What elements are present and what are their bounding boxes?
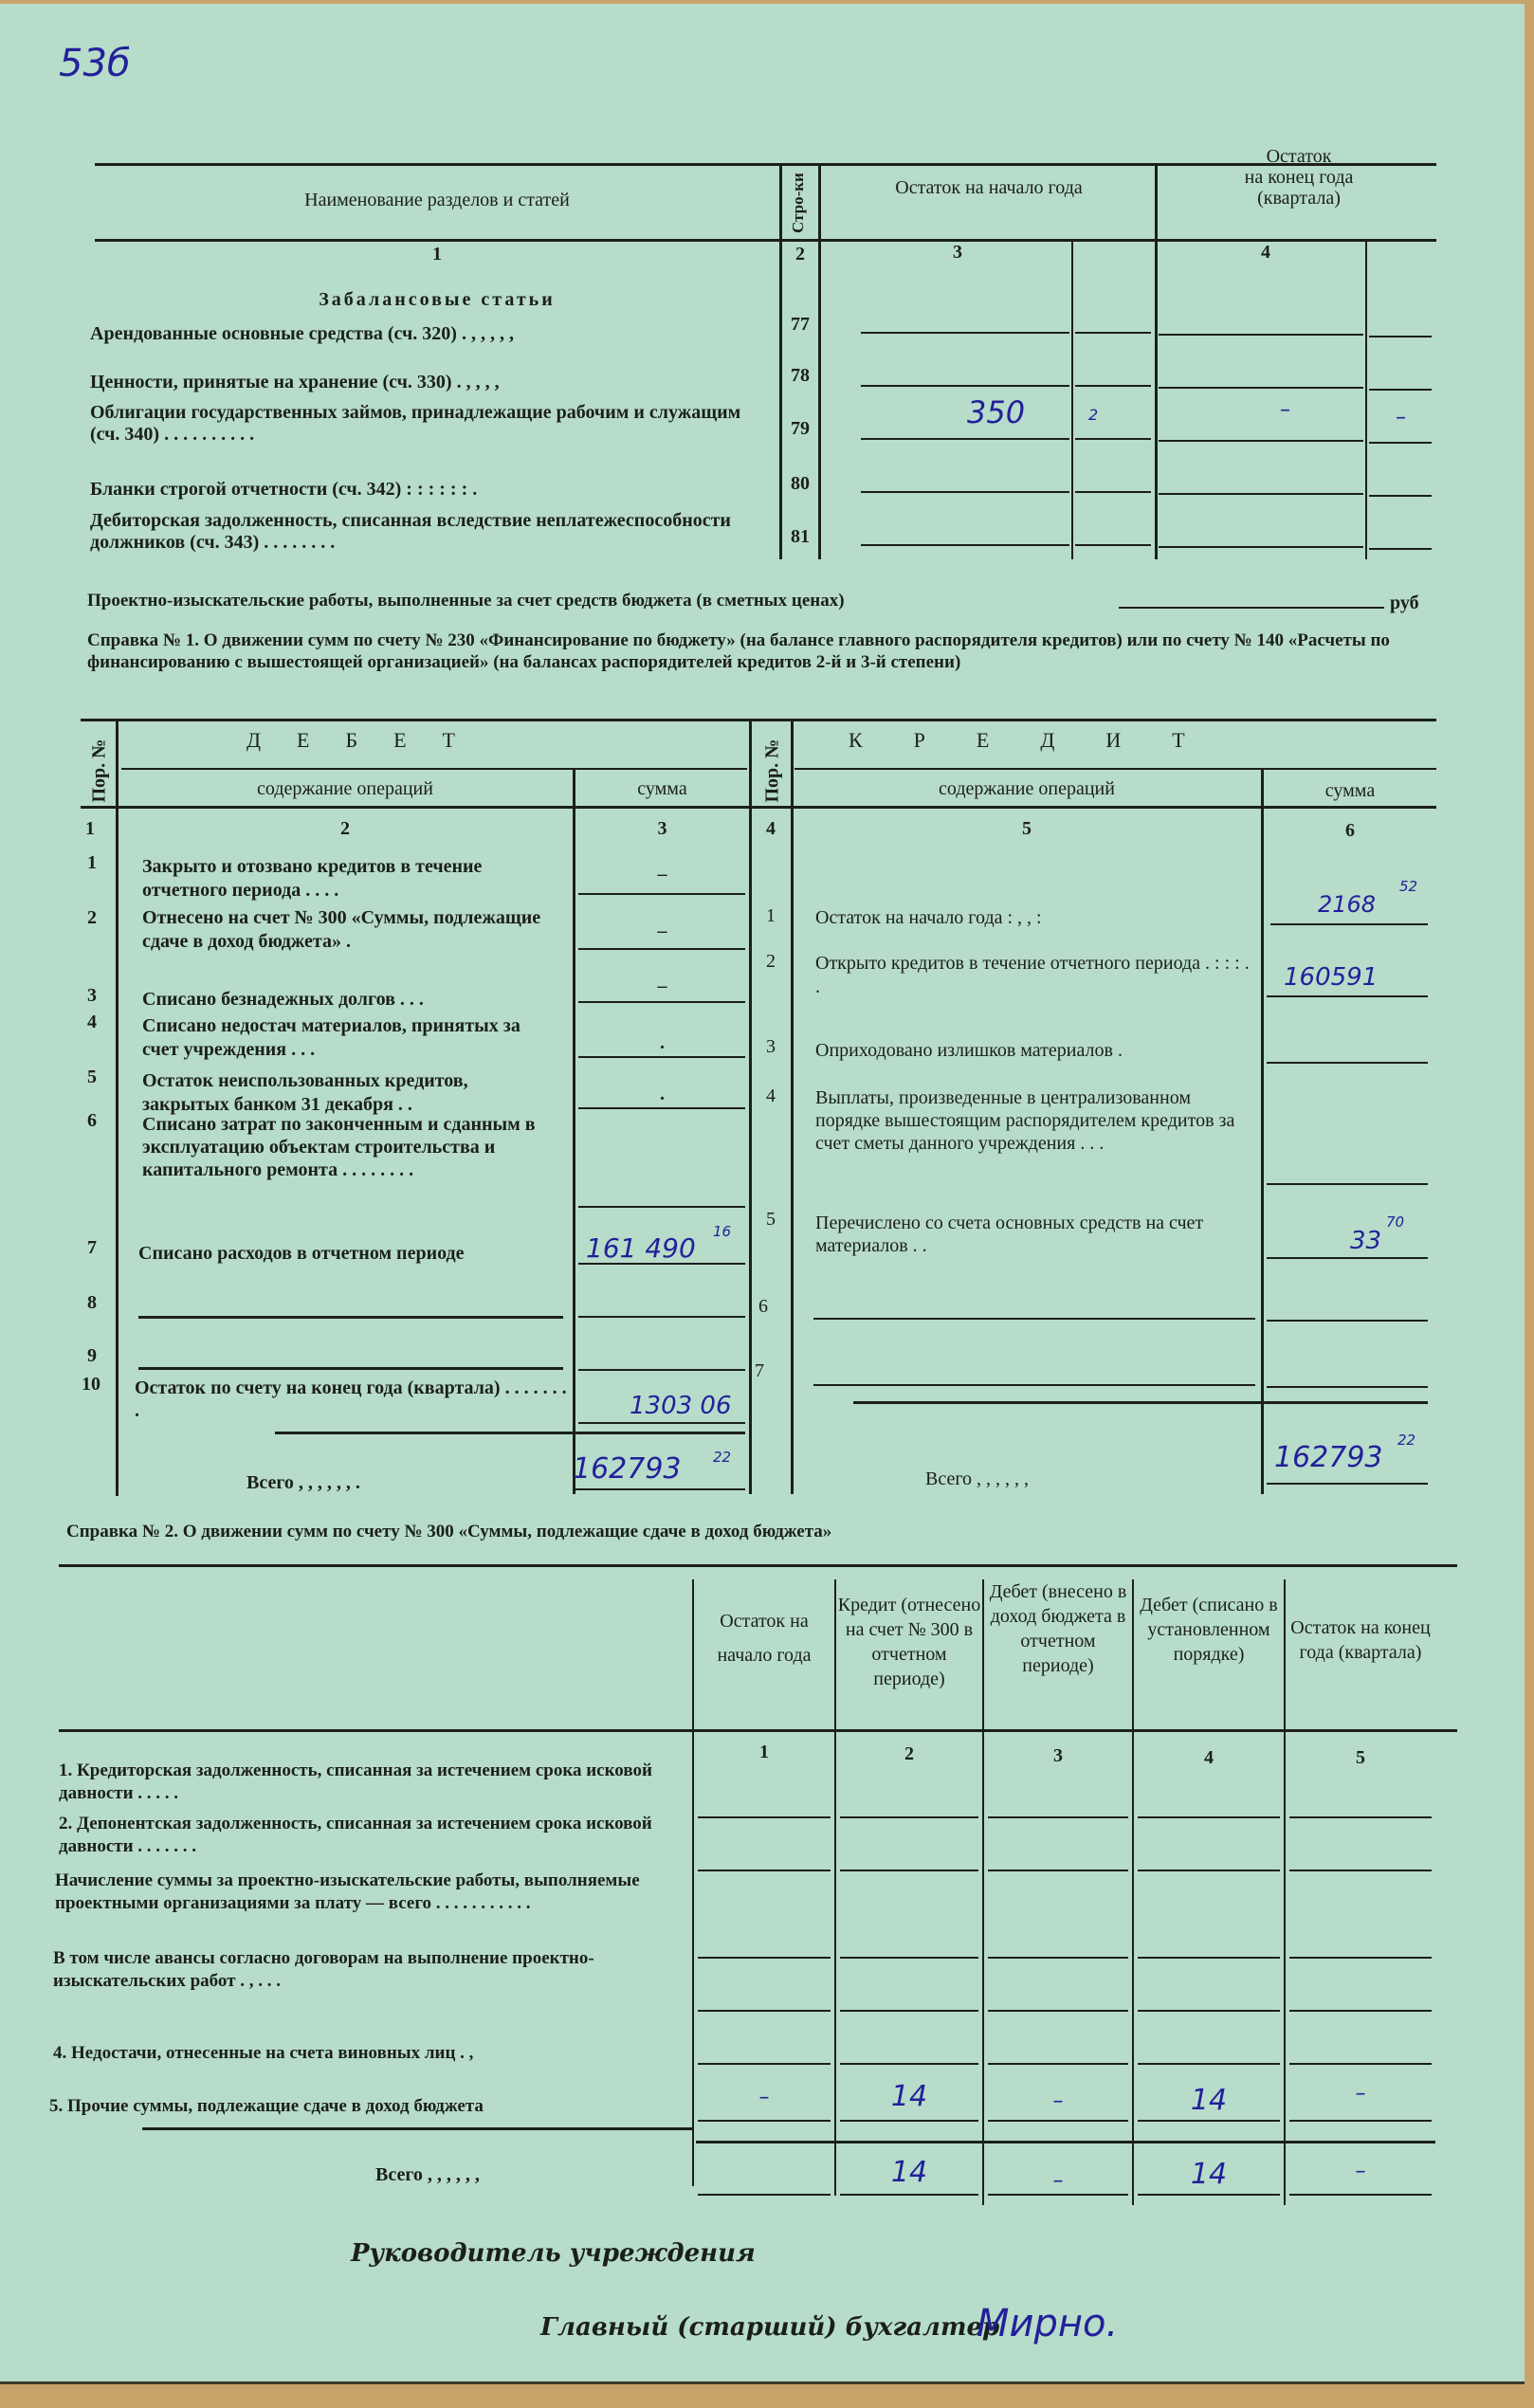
debit-content-label: содержание операций bbox=[257, 778, 433, 799]
offbalance-header-end bbox=[1161, 146, 1436, 209]
spravka2-cell-line bbox=[698, 2120, 831, 2122]
offbalance-row-name: Ценности, принятые на хранение (сч. 330) . , , , , bbox=[90, 372, 500, 392]
row-number: 4 bbox=[87, 1012, 97, 1032]
row-text: Остаток по счету на конец года (квартала) . . . . . . . . bbox=[135, 1377, 567, 1421]
offbalance-row-name: Бланки строгой отчетности (сч. 342) : : : : : : . bbox=[90, 479, 478, 500]
row-sum: – bbox=[657, 976, 667, 996]
spravka2-cell-line bbox=[988, 1870, 1128, 1871]
spravka2-cell-line bbox=[840, 1816, 978, 1818]
row-sum: 33 bbox=[1350, 1227, 1382, 1255]
spravka2-row-text: В том числе авансы согласно договорам на выполнение проектно-изыскательских работ . , . . . bbox=[53, 1948, 594, 1991]
spravka2-cell: – bbox=[1052, 2089, 1064, 2113]
row-number: 2 bbox=[87, 907, 97, 928]
spravka2-cell: – bbox=[1355, 2082, 1366, 2106]
row-number: 9 bbox=[87, 1345, 97, 1366]
col-number: 2 bbox=[795, 244, 805, 265]
row-sum: . bbox=[660, 1084, 665, 1104]
accountant-signature-label: Главный (старший) бухгалтер bbox=[540, 2313, 1000, 2342]
spravka2-cell-line bbox=[1289, 2120, 1432, 2122]
spravka2-cell-line bbox=[1138, 2194, 1280, 2196]
spravka2-cell-line bbox=[988, 1957, 1128, 1959]
spravka2-total-cell: 14 bbox=[890, 2156, 928, 2189]
spravka2-cell-line bbox=[1289, 2063, 1432, 2065]
debit-sum-label: сумма bbox=[637, 778, 687, 799]
row-number: 4 bbox=[766, 1085, 776, 1106]
offbalance-row-line: 77 bbox=[791, 314, 810, 335]
row-number: 7 bbox=[87, 1237, 97, 1258]
row-number: 1 bbox=[766, 905, 776, 926]
row-number: 1 bbox=[87, 852, 97, 873]
row-text: Перечислено со счета основных средств на счет материалов . . bbox=[815, 1213, 1204, 1256]
row-number: 3 bbox=[766, 1036, 776, 1057]
col-number: 2 bbox=[340, 818, 350, 839]
spravka2-cell-line bbox=[698, 2194, 831, 2196]
offbalance-start-kop: 2 bbox=[1088, 406, 1099, 424]
spravka2-cell-line bbox=[988, 2010, 1128, 2012]
row-text: Оприходовано излишков материалов . bbox=[815, 1040, 1123, 1061]
offbalance-header-end-line3: (квартала) bbox=[1257, 188, 1341, 209]
col-number: 1 bbox=[432, 244, 442, 265]
debit-total-kop: 22 bbox=[713, 1449, 732, 1466]
spravka2-cell-line bbox=[988, 1816, 1128, 1818]
spravka2-cell-line bbox=[988, 2063, 1128, 2065]
spravka2-col-header: Кредит (отнесено на счет № 300 в отчетном периоде) bbox=[837, 1595, 981, 1689]
spravka2-cell-line bbox=[698, 1816, 831, 1818]
offbalance-row-name: Дебиторская задолженность, списанная вследствие неплатежеспособности должников (сч. 343) . . . . . . . . bbox=[90, 510, 731, 553]
spravka2-cell-line bbox=[698, 1957, 831, 1959]
row-number: 2 bbox=[766, 951, 776, 972]
credit-total-label: Всего , , , , , , bbox=[925, 1469, 1030, 1489]
offbalance-row-line: 80 bbox=[791, 473, 810, 494]
spravka2-cell-line bbox=[840, 1957, 978, 1959]
offbalance-row-line: 78 bbox=[791, 365, 810, 386]
row-sum: . bbox=[660, 1032, 665, 1053]
row-sum: 2168 bbox=[1318, 891, 1377, 918]
row-sum: 1303 06 bbox=[630, 1392, 732, 1420]
row-number: 8 bbox=[87, 1292, 97, 1313]
offbalance-row-line: 81 bbox=[791, 526, 810, 547]
handwritten-page-number: 53б bbox=[59, 42, 131, 85]
offbalance-section-title: Забалансовые статьи bbox=[319, 289, 556, 310]
credit-total-kop: 22 bbox=[1397, 1432, 1416, 1449]
row-sum: – bbox=[657, 864, 667, 885]
spravka2-total-cell: – bbox=[1052, 2169, 1064, 2193]
spravka2-row-text: 1. Кредиторская задолженность, списанная за истечением срока исковой давности . . . . . bbox=[59, 1760, 652, 1803]
spravka2-cell: 14 bbox=[890, 2080, 928, 2113]
design-works-text: Проектно-изыскательские работы, выполненные за счет средств бюджета (в сметных ценах) bbox=[87, 591, 845, 611]
credit-heading: КРЕДИТ bbox=[849, 728, 1236, 752]
col-number: 3 bbox=[953, 242, 962, 263]
row-number: 6 bbox=[87, 1110, 97, 1131]
spravka2-cell-line bbox=[698, 1870, 831, 1871]
spravka2-title: Справка № 2. О движении сумм по счету № 300 «Суммы, подлежащие сдаче в доход бюджета» bbox=[66, 1522, 832, 1541]
spravka2-cell-line bbox=[840, 2120, 978, 2122]
debit-por-label: Пор. № bbox=[88, 739, 110, 803]
row-text: Отнесено на счет № 300 «Суммы, подлежащие сдаче в доход бюджета» . bbox=[142, 907, 541, 952]
credit-total: 162793 bbox=[1274, 1441, 1383, 1474]
spravka2-cell-line bbox=[840, 2194, 978, 2196]
spravka2-cell-line bbox=[698, 2010, 831, 2012]
row-text: Остаток неиспользованных кредитов, закрытых банком 31 декабря . . bbox=[142, 1070, 468, 1115]
offbalance-header-end-line2: на конец года bbox=[1244, 167, 1354, 188]
col-number: 1 bbox=[85, 818, 95, 839]
spravka2-cell-line bbox=[1289, 1816, 1432, 1818]
spravka2-cell-line bbox=[988, 2120, 1128, 2122]
spravka2-cell-line bbox=[1289, 2194, 1432, 2196]
col-number: 4 bbox=[766, 818, 776, 839]
credit-por-label: Пор. № bbox=[761, 739, 783, 803]
row-text: Выплаты, произведенные в централизованном порядке вышестоящим распорядителем кредитов за счет сметы данного учреждения . . . bbox=[815, 1087, 1235, 1154]
row-text: Списано расходов в отчетном периоде bbox=[138, 1243, 465, 1264]
debit-total: 162793 bbox=[573, 1452, 682, 1486]
spravka2-cell-line bbox=[1289, 1870, 1432, 1871]
spravka2-cell: 14 bbox=[1190, 2084, 1228, 2117]
design-works-unit: руб bbox=[1390, 593, 1419, 613]
spravka2-cell-line bbox=[840, 2010, 978, 2012]
offbalance-end-kop: – bbox=[1396, 406, 1406, 429]
row-number: 3 bbox=[87, 985, 97, 1006]
col-number: 3 bbox=[1053, 1745, 1063, 1766]
offbalance-row-name: Арендованные основные средства (сч. 320) . , , , , , bbox=[90, 323, 514, 344]
spravka2-cell-line bbox=[1138, 2010, 1280, 2012]
col-number: 3 bbox=[657, 818, 667, 839]
spravka1-title: Справка № 1. О движении сумм по счету № 230 «Финансирование по бюджету» (на балансе главного распорядителя кредитов) или по счету № 140 «Расчеты по финансированию с вышестоящей организацией» (на балансах распорядителей кредитов 2-й и 3-й степени) bbox=[87, 630, 1390, 672]
spravka2-cell-line bbox=[1138, 1870, 1280, 1871]
spravka2-cell-line bbox=[840, 2063, 978, 2065]
spravka2-cell-line bbox=[698, 2063, 831, 2065]
spravka2-cell-line bbox=[840, 1870, 978, 1871]
col-number: 4 bbox=[1204, 1747, 1214, 1768]
col-number: 4 bbox=[1261, 242, 1270, 263]
offbalance-header-name: Наименование разделов и статей bbox=[304, 190, 570, 210]
row-text: Закрыто и отозвано кредитов в течение отчетного периода . . . . bbox=[142, 856, 483, 901]
offbalance-end-value: – bbox=[1280, 398, 1290, 422]
accountant-signature: Мирно. bbox=[977, 2302, 1119, 2345]
spravka2-row-text: 4. Недостачи, отнесенные на счета виновных лиц . , bbox=[53, 2043, 474, 2063]
spravka2-cell-line bbox=[1138, 2063, 1280, 2065]
offbalance-row-name: Облигации государственных займов, принадлежащие рабочим и служащим (сч. 340) . . . . . . . . . . bbox=[90, 402, 741, 445]
offbalance-header-line: Стро-ки bbox=[789, 173, 807, 233]
head-signature-label: Руководитель учреждения bbox=[351, 2239, 756, 2268]
spravka2-cell: – bbox=[758, 2086, 770, 2109]
col-number: 1 bbox=[759, 1742, 769, 1762]
spravka2-cell-line bbox=[1138, 1816, 1280, 1818]
spravka2-cell-line bbox=[988, 2194, 1128, 2196]
row-text: Списано затрат по законченным и сданным в эксплуатацию объектам строительства и капитального ремонта . . . . . . . . bbox=[142, 1114, 536, 1180]
row-text: Списано недостач материалов, принятых за счет учреждения . . . bbox=[142, 1015, 520, 1060]
row-sum: 160591 bbox=[1284, 963, 1379, 992]
spravka2-total-label: Всего , , , , , , bbox=[375, 2164, 480, 2185]
spravka2-col-header: Остаток на конец года (квартала) bbox=[1290, 1617, 1431, 1663]
spravka2-col-header: Дебет (списано в установленном порядке) bbox=[1140, 1595, 1278, 1665]
row-sum: 161 490 bbox=[586, 1232, 696, 1264]
spravka2-cell-line bbox=[1138, 1957, 1280, 1959]
offbalance-header-start: Остаток на начало года bbox=[895, 177, 1083, 198]
row-text: Открыто кредитов в течение отчетного периода . : : : . . bbox=[815, 953, 1250, 997]
debit-heading: ДЕБЕТ bbox=[247, 728, 491, 752]
offbalance-header-end-line1: Остаток bbox=[1266, 146, 1332, 167]
spravka2-row-text: 2. Депонентская задолженность, списанная за истечением срока исковой давности . . . . . . . bbox=[59, 1814, 652, 1856]
col-number: 2 bbox=[904, 1743, 914, 1764]
row-sum-kop: 52 bbox=[1399, 878, 1418, 895]
offbalance-start-value: 350 bbox=[967, 394, 1026, 430]
col-number: 5 bbox=[1022, 818, 1032, 839]
offbalance-row-line: 79 bbox=[791, 418, 810, 439]
row-number: 5 bbox=[87, 1067, 97, 1087]
row-sum-kop: 16 bbox=[713, 1223, 732, 1240]
spravka2-total-cell: 14 bbox=[1190, 2158, 1228, 2191]
credit-content-label: содержание операций bbox=[939, 778, 1115, 799]
row-number: 10 bbox=[82, 1374, 100, 1395]
spravka2-cell-line bbox=[1138, 2120, 1280, 2122]
spravka2-total-cell: – bbox=[1355, 2160, 1366, 2183]
spravka2-cell-line bbox=[1289, 1957, 1432, 1959]
row-sum: – bbox=[657, 921, 667, 941]
spravka2-col-header: Остаток на начало года bbox=[717, 1611, 812, 1666]
col-number: 5 bbox=[1356, 1747, 1365, 1768]
row-sum-kop: 70 bbox=[1386, 1213, 1405, 1231]
spravka2-cell-line bbox=[1289, 2010, 1432, 2012]
row-number: 6 bbox=[758, 1296, 768, 1317]
row-number: 7 bbox=[755, 1360, 764, 1381]
row-text: Списано безнадежных долгов . . . bbox=[142, 989, 424, 1010]
spravka2-row-text: Начисление суммы за проектно-изыскательские работы, выполняемые проектными организациями за плату — всего . . . . . . . . . . . bbox=[55, 1870, 640, 1913]
credit-sum-label: сумма bbox=[1324, 780, 1376, 801]
row-number: 5 bbox=[766, 1209, 776, 1230]
spravka2-row-text: 5. Прочие суммы, подлежащие сдаче в доход бюджета bbox=[49, 2096, 484, 2116]
col-number: 6 bbox=[1345, 820, 1355, 841]
document-page bbox=[0, 4, 1525, 2384]
row-text: Остаток на начало года : , , : bbox=[815, 907, 1042, 928]
debit-total-label: Всего , , , , , , . bbox=[247, 1472, 360, 1493]
spravka2-col-header: Дебет (внесено в доход бюджета в отчетном периоде) bbox=[989, 1581, 1127, 1676]
